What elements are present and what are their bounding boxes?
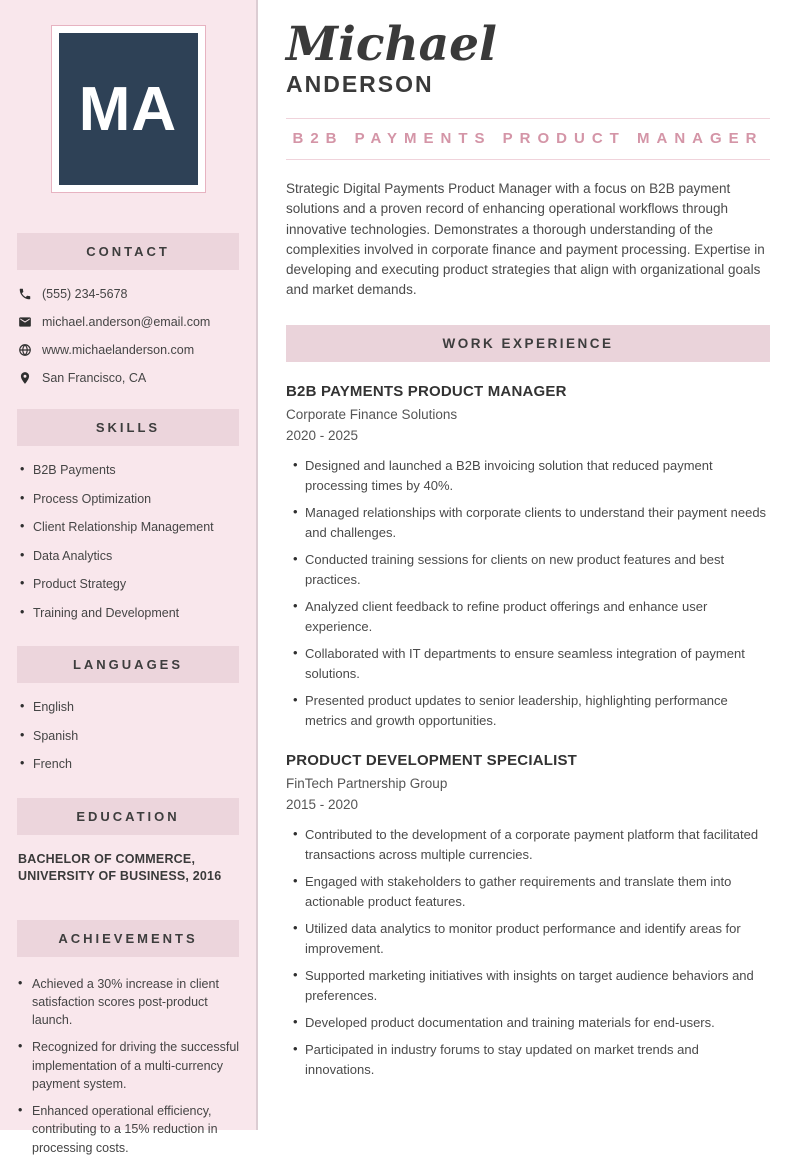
job-company: FinTech Partnership Group bbox=[286, 776, 448, 792]
job-dates: 2020 - 2025 bbox=[286, 428, 359, 443]
monogram-square bbox=[59, 33, 198, 185]
job-company: Corporate Finance Solutions bbox=[286, 407, 458, 422]
job-bullet: • Designed and launched a B2B invoicing solution that reduced payment processing times by 40%. bbox=[293, 456, 770, 496]
language-item: • Spanish bbox=[20, 728, 242, 746]
job-headline: B2B PAYMENTS PRODUCT MANAGER bbox=[292, 130, 764, 148]
contact-phone: (555) 234-5678 bbox=[42, 287, 128, 301]
skill-item: • Process Optimization bbox=[20, 491, 242, 509]
job-bullet: • Presented product updates to senior leadership, highlighting performance metrics and growth opportunities. bbox=[293, 691, 770, 731]
contact-list bbox=[0, 270, 256, 385]
job-bullet: • Developed product documentation and training materials for end-users. bbox=[293, 1013, 770, 1033]
languages-list bbox=[0, 683, 256, 774]
sidebar bbox=[0, 0, 258, 1155]
achievements-section-header bbox=[17, 920, 239, 957]
location-icon bbox=[18, 371, 32, 385]
languages-section-title: LANGUAGES bbox=[72, 657, 184, 672]
monogram-initials: MA bbox=[78, 74, 178, 144]
skill-item: • Training and Development bbox=[20, 605, 242, 623]
achievements-list bbox=[0, 957, 256, 1157]
main-content bbox=[286, 0, 770, 1087]
job-bullet: • Utilized data analytics to monitor product performance and identify areas for improvement. bbox=[293, 919, 770, 959]
job-bullet: • Supported marketing initiatives with insights on target audience behaviors and preferences. bbox=[293, 966, 770, 1006]
job-bullet: • Collaborated with IT departments to ensure seamless integration of payment solutions. bbox=[293, 644, 770, 684]
skill-item: • Product Strategy bbox=[20, 576, 242, 594]
languages-section-header bbox=[17, 646, 239, 683]
achievement-item: • Enhanced operational efficiency, contributing to a 15% reduction in processing costs. bbox=[18, 1102, 242, 1157]
skill-item: • Data Analytics bbox=[20, 548, 242, 566]
job-bullet: • Conducted training sessions for clients on new product features and best practices. bbox=[293, 550, 770, 590]
job-bullet: • Engaged with stakeholders to gather requirements and translate them into actionable product features. bbox=[293, 872, 770, 912]
last-name: ANDERSON bbox=[286, 71, 434, 98]
email-icon bbox=[18, 315, 32, 329]
skill-item: • Client Relationship Management bbox=[20, 519, 242, 537]
first-name: Michael bbox=[286, 17, 497, 72]
job-entry-2 bbox=[286, 752, 770, 1080]
achievements-section-title: ACHIEVEMENTS bbox=[58, 930, 198, 946]
professional-summary: Strategic Digital Payments Product Manager with a focus on B2B payment solutions and a proven record of enhancing operational workflows through innovative technologies. Demonstrates a thorough understanding of the complexities involved in corporate finance and payment processing. Expertise in developing and executing product strategies that align with organizational goals and market demands. bbox=[286, 181, 765, 297]
education-section-header bbox=[17, 798, 239, 835]
language-item: • French bbox=[20, 756, 242, 774]
job-dates: 2015 - 2020 bbox=[286, 797, 359, 813]
work-experience-section-title: WORK EXPERIENCE bbox=[442, 336, 614, 351]
job-title: B2B PAYMENTS PRODUCT MANAGER bbox=[286, 383, 567, 400]
work-experience-section-header bbox=[286, 325, 770, 362]
phone-icon bbox=[18, 287, 32, 301]
monogram-frame bbox=[51, 25, 206, 193]
achievement-item: • Recognized for driving the successful implementation of a multi-currency payment system. bbox=[18, 1038, 242, 1093]
job-bullet-list bbox=[286, 456, 770, 731]
achievement-item: • Achieved a 30% increase in client satisfaction scores post-product launch. bbox=[18, 975, 242, 1030]
job-bullet: • Participated in industry forums to stay updated on market trends and innovations. bbox=[293, 1040, 770, 1080]
job-bullet: • Analyzed client feedback to refine product offerings and enhance user experience. bbox=[293, 597, 770, 637]
contact-website: www.michaelanderson.com bbox=[42, 343, 195, 357]
education-degree: BACHELOR OF COMMERCE, UNIVERSITY OF BUSINESS, 2016 bbox=[18, 851, 222, 883]
job-title: PRODUCT DEVELOPMENT SPECIALIST bbox=[286, 752, 578, 770]
job-bullet: • Managed relationships with corporate clients to understand their payment needs and challenges. bbox=[293, 503, 770, 543]
skills-section-title: SKILLS bbox=[95, 420, 161, 435]
globe-icon bbox=[18, 343, 32, 357]
job-bullet: • Contributed to the development of a corporate payment platform that facilitated transactions across multiple currencies. bbox=[293, 825, 770, 865]
contact-location: San Francisco, CA bbox=[42, 371, 147, 385]
contact-row-website bbox=[18, 343, 242, 357]
language-item: • English bbox=[20, 699, 242, 717]
skill-item: • B2B Payments bbox=[20, 462, 242, 480]
job-entry-1 bbox=[286, 383, 770, 731]
skills-list bbox=[0, 446, 256, 622]
skills-section-header bbox=[17, 409, 239, 446]
headline-block bbox=[286, 118, 770, 160]
contact-email: michael.anderson@email.com bbox=[42, 315, 211, 329]
contact-section-title: CONTACT bbox=[86, 244, 170, 259]
contact-section-header bbox=[17, 233, 239, 270]
education-section-title: EDUCATION bbox=[76, 808, 180, 824]
contact-row-phone bbox=[18, 287, 242, 301]
job-bullet-list bbox=[286, 825, 770, 1080]
contact-row-location bbox=[18, 371, 242, 385]
contact-row-email bbox=[18, 315, 242, 329]
